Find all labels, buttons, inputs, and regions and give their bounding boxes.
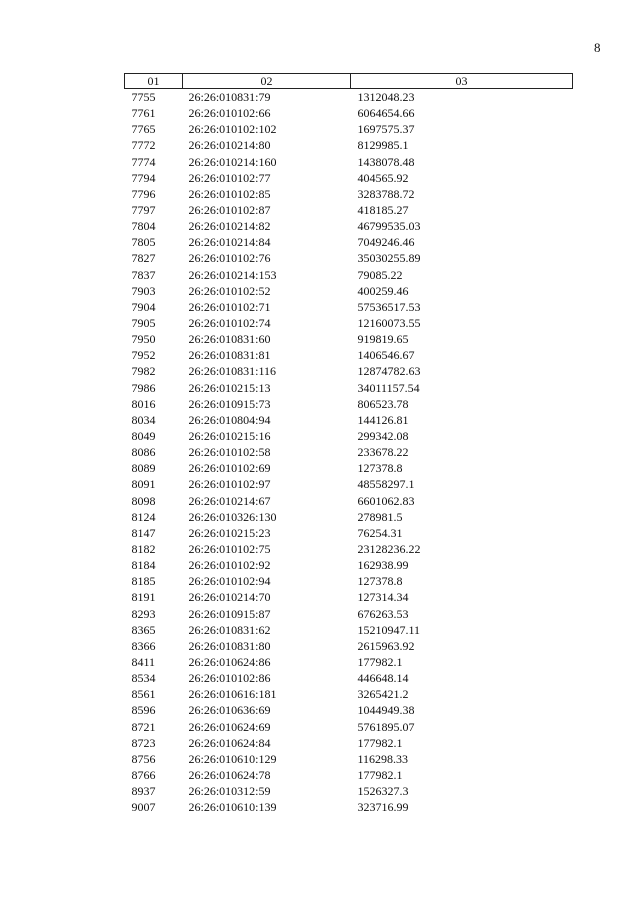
cell-cadastral-id: 26:26:010102:92 bbox=[188, 558, 271, 573]
table-row bbox=[125, 380, 573, 396]
cell-value: 1312048.23 bbox=[357, 90, 415, 105]
cell-cadastral-id: 26:26:010214:80 bbox=[188, 138, 271, 153]
table-row bbox=[125, 783, 573, 799]
cell-number: 8098 bbox=[131, 493, 156, 508]
table-row bbox=[125, 315, 573, 331]
cell-number: 7755 bbox=[131, 90, 156, 105]
table-row bbox=[125, 267, 573, 283]
header-col-03: 03 bbox=[351, 74, 573, 89]
cell-value: 1406546.67 bbox=[357, 348, 415, 363]
cell-value: 919819.65 bbox=[357, 332, 409, 347]
table-row bbox=[125, 525, 573, 541]
cell-value: 46799535.03 bbox=[357, 219, 421, 234]
cell-number: 8756 bbox=[131, 751, 156, 766]
cell-number: 7805 bbox=[131, 235, 156, 250]
cell-number: 8721 bbox=[131, 719, 156, 734]
cell-number: 8124 bbox=[131, 509, 156, 524]
cell-cadastral-id: 26:26:010610:129 bbox=[188, 751, 277, 766]
cell-cadastral-id: 26:26:010215:13 bbox=[188, 380, 271, 395]
cell-value: 6064654.66 bbox=[357, 106, 415, 121]
cell-number: 7761 bbox=[131, 106, 156, 121]
cell-number: 8365 bbox=[131, 622, 156, 637]
cell-value: 233678.22 bbox=[357, 445, 409, 460]
cell-number: 7797 bbox=[131, 203, 156, 218]
cell-number: 8366 bbox=[131, 638, 156, 653]
cell-value: 6601062.83 bbox=[357, 493, 415, 508]
cell-number: 8182 bbox=[131, 542, 156, 556]
table-row bbox=[125, 686, 573, 702]
cell-value: 23128236.22 bbox=[357, 542, 421, 556]
cell-value: 278981.5 bbox=[357, 509, 403, 524]
cell-value: 127378.8 bbox=[357, 574, 403, 589]
cell-value: 144126.81 bbox=[357, 412, 409, 427]
table-row bbox=[125, 573, 573, 589]
cell-cadastral-id: 26:26:010831:79 bbox=[188, 90, 271, 105]
table-row bbox=[125, 735, 573, 751]
cell-value: 7049246.46 bbox=[357, 235, 415, 250]
table-row bbox=[125, 283, 573, 299]
cell-number: 9007 bbox=[131, 800, 156, 815]
table-row bbox=[125, 767, 573, 783]
table-row bbox=[125, 460, 573, 476]
header-col-02: 02 bbox=[183, 74, 351, 89]
cell-cadastral-id: 26:26:010915:73 bbox=[188, 396, 271, 411]
cell-cadastral-id: 26:26:010214:70 bbox=[188, 590, 271, 605]
table-row bbox=[125, 186, 573, 202]
cell-cadastral-id: 26:26:010831:80 bbox=[188, 638, 271, 653]
table-row bbox=[125, 331, 573, 347]
cell-cadastral-id: 26:26:010312:59 bbox=[188, 784, 271, 799]
table-row bbox=[125, 654, 573, 670]
table-row bbox=[125, 250, 573, 266]
cell-value: 48558297.1 bbox=[357, 477, 415, 492]
cell-cadastral-id: 26:26:010215:16 bbox=[188, 429, 271, 444]
cell-number: 7952 bbox=[131, 348, 156, 363]
cell-number: 8293 bbox=[131, 606, 156, 621]
cell-number: 8184 bbox=[131, 558, 156, 573]
table-row bbox=[125, 121, 573, 137]
cell-cadastral-id: 26:26:010214:67 bbox=[188, 493, 271, 508]
cell-value: 676263.53 bbox=[357, 606, 409, 621]
cell-value: 177982.1 bbox=[357, 654, 403, 669]
cell-cadastral-id: 26:26:010102:86 bbox=[188, 671, 271, 686]
table-row bbox=[125, 170, 573, 186]
table-row bbox=[125, 799, 573, 815]
cell-value: 2615963.92 bbox=[357, 638, 415, 653]
table-row bbox=[125, 751, 573, 767]
cell-value: 3265421.2 bbox=[357, 687, 409, 702]
cell-value: 57536517.53 bbox=[357, 299, 421, 314]
cell-number: 8185 bbox=[131, 574, 156, 589]
cell-cadastral-id: 26:26:010102:74 bbox=[188, 316, 271, 331]
cell-number: 7986 bbox=[131, 380, 156, 395]
cell-cadastral-id: 26:26:010624:84 bbox=[188, 735, 271, 750]
cell-value: 177982.1 bbox=[357, 735, 403, 750]
table-row bbox=[125, 218, 573, 234]
cell-value: 1044949.38 bbox=[357, 703, 415, 718]
table-header bbox=[125, 74, 573, 89]
cell-number: 7950 bbox=[131, 332, 156, 347]
cell-cadastral-id: 26:26:010214:153 bbox=[188, 267, 277, 282]
cell-cadastral-id: 26:26:010831:60 bbox=[188, 332, 271, 347]
cell-value: 8129985.1 bbox=[357, 138, 409, 153]
cell-cadastral-id: 26:26:010102:58 bbox=[188, 445, 271, 460]
cell-cadastral-id: 26:26:010102:102 bbox=[188, 122, 277, 137]
cell-number: 7903 bbox=[131, 283, 156, 298]
cell-number: 8016 bbox=[131, 396, 156, 411]
page-number: 8 bbox=[594, 40, 601, 55]
cell-number: 7837 bbox=[131, 267, 156, 282]
cell-number: 8723 bbox=[131, 735, 156, 750]
table-row bbox=[125, 363, 573, 379]
cell-value: 5761895.07 bbox=[357, 719, 415, 734]
cell-value: 446648.14 bbox=[357, 671, 409, 686]
cell-value: 12160073.55 bbox=[357, 316, 421, 331]
cell-number: 8766 bbox=[131, 767, 156, 782]
table-row bbox=[125, 476, 573, 492]
cell-number: 7905 bbox=[131, 316, 156, 331]
cell-cadastral-id: 26:26:010102:87 bbox=[188, 203, 271, 218]
cell-cadastral-id: 26:26:010102:77 bbox=[188, 170, 271, 185]
header-row bbox=[125, 74, 573, 89]
cell-cadastral-id: 26:26:010102:76 bbox=[188, 251, 271, 266]
table-row bbox=[125, 347, 573, 363]
cell-value: 116298.33 bbox=[357, 751, 409, 766]
cell-cadastral-id: 26:26:010624:69 bbox=[188, 719, 271, 734]
table-row bbox=[125, 606, 573, 622]
cell-number: 7804 bbox=[131, 219, 156, 234]
cell-number: 8089 bbox=[131, 461, 156, 476]
cell-value: 1697575.37 bbox=[357, 122, 415, 137]
cell-cadastral-id: 26:26:010102:85 bbox=[188, 186, 271, 201]
cell-value: 323716.99 bbox=[357, 800, 409, 815]
cell-cadastral-id: 26:26:010102:66 bbox=[188, 106, 271, 121]
cell-number: 8937 bbox=[131, 784, 156, 799]
cell-number: 8534 bbox=[131, 671, 156, 686]
cell-cadastral-id: 26:26:010214:160 bbox=[188, 154, 277, 169]
cell-cadastral-id: 26:26:010102:71 bbox=[188, 299, 271, 314]
cell-cadastral-id: 26:26:010624:78 bbox=[188, 767, 271, 782]
cell-value: 127378.8 bbox=[357, 461, 403, 476]
table-row bbox=[125, 541, 573, 557]
table-row bbox=[125, 509, 573, 525]
cell-number: 8049 bbox=[131, 429, 156, 444]
cell-cadastral-id: 26:26:010102:94 bbox=[188, 574, 271, 589]
cell-cadastral-id: 26:26:010214:84 bbox=[188, 235, 271, 250]
cell-cadastral-id: 26:26:010102:69 bbox=[188, 461, 271, 476]
cell-number: 8411 bbox=[131, 654, 156, 669]
table-row bbox=[125, 137, 573, 153]
cell-cadastral-id: 26:26:010102:52 bbox=[188, 283, 271, 298]
cell-number: 8147 bbox=[131, 525, 156, 540]
cell-cadastral-id: 26:26:010610:139 bbox=[188, 800, 277, 815]
cell-value: 806523.78 bbox=[357, 396, 409, 411]
header-col-01: 01 bbox=[125, 74, 183, 89]
table-row bbox=[125, 154, 573, 170]
cell-number: 7982 bbox=[131, 364, 156, 379]
cell-cadastral-id: 26:26:010215:23 bbox=[188, 525, 271, 540]
cell-cadastral-id: 26:26:010636:69 bbox=[188, 703, 271, 718]
cell-value: 404565.92 bbox=[357, 170, 409, 185]
cell-value: 76254.31 bbox=[357, 525, 403, 540]
cell-cadastral-id: 26:26:010624:86 bbox=[188, 654, 271, 669]
cell-value: 34011157.54 bbox=[357, 380, 420, 395]
cell-value: 12874782.63 bbox=[357, 364, 421, 379]
cell-number: 8086 bbox=[131, 445, 156, 460]
cell-value: 79085.22 bbox=[357, 267, 403, 282]
table-row bbox=[125, 557, 573, 573]
cell-value: 177982.1 bbox=[357, 767, 403, 782]
table-row bbox=[125, 638, 573, 654]
cell-cadastral-id: 26:26:010616:181 bbox=[188, 687, 277, 702]
table-row bbox=[125, 412, 573, 428]
table-row bbox=[125, 622, 573, 638]
parcel-table-container bbox=[124, 73, 572, 815]
cell-value: 15210947.11 bbox=[357, 622, 421, 637]
cell-cadastral-id: 26:26:010102:75 bbox=[188, 542, 271, 556]
cell-cadastral-id: 26:26:010915:87 bbox=[188, 606, 271, 621]
table-row bbox=[125, 493, 573, 509]
table-row bbox=[125, 718, 573, 734]
table-row bbox=[125, 396, 573, 412]
cell-cadastral-id: 26:26:010804:94 bbox=[188, 412, 271, 427]
table-row bbox=[125, 702, 573, 718]
cell-value: 400259.46 bbox=[357, 283, 409, 298]
table-row bbox=[125, 299, 573, 315]
cell-number: 7772 bbox=[131, 138, 156, 153]
table-row bbox=[125, 589, 573, 605]
table-row bbox=[125, 234, 573, 250]
cell-cadastral-id: 26:26:010326:130 bbox=[188, 509, 277, 524]
table-row bbox=[125, 105, 573, 121]
cell-number: 7765 bbox=[131, 122, 156, 137]
cell-number: 8596 bbox=[131, 703, 156, 718]
cell-number: 7774 bbox=[131, 154, 156, 169]
cell-cadastral-id: 26:26:010214:82 bbox=[188, 219, 271, 234]
cell-cadastral-id: 26:26:010831:81 bbox=[188, 348, 271, 363]
cell-value: 1438078.48 bbox=[357, 154, 415, 169]
table-body bbox=[125, 89, 573, 816]
parcel-table bbox=[124, 73, 573, 815]
table-row bbox=[125, 202, 573, 218]
cell-number: 8191 bbox=[131, 590, 156, 605]
cell-cadastral-id: 26:26:010831:116 bbox=[188, 364, 277, 379]
cell-value: 1526327.3 bbox=[357, 784, 409, 799]
cell-number: 8091 bbox=[131, 477, 156, 492]
cell-value: 35030255.89 bbox=[357, 251, 421, 266]
table-row bbox=[125, 444, 573, 460]
table-row bbox=[125, 428, 573, 444]
cell-value: 3283788.72 bbox=[357, 186, 415, 201]
cell-number: 8034 bbox=[131, 412, 156, 427]
cell-value: 299342.08 bbox=[357, 429, 409, 444]
cell-value: 162938.99 bbox=[357, 558, 409, 573]
cell-value: 418185.27 bbox=[357, 203, 409, 218]
cell-value: 127314.34 bbox=[357, 590, 409, 605]
cell-cadastral-id: 26:26:010831:62 bbox=[188, 622, 271, 637]
cell-number: 7796 bbox=[131, 186, 156, 201]
cell-number: 7827 bbox=[131, 251, 156, 266]
table-row bbox=[125, 670, 573, 686]
cell-number: 7904 bbox=[131, 299, 156, 314]
cell-number: 8561 bbox=[131, 687, 156, 702]
cell-cadastral-id: 26:26:010102:97 bbox=[188, 477, 271, 492]
table-row bbox=[125, 89, 573, 106]
cell-number: 7794 bbox=[131, 170, 156, 185]
